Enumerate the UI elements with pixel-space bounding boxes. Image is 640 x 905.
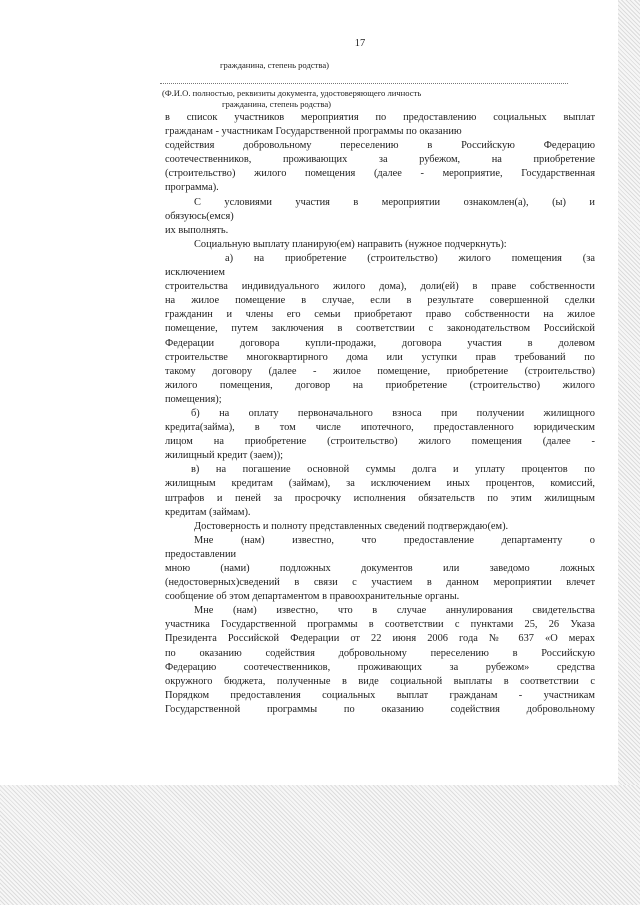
body-line: жилого помещения, договор на приобретение (строительство) жилого xyxy=(165,379,595,391)
body-line: Мне (нам) известно, что в случае аннулирования свидетельства xyxy=(194,605,595,617)
body-line: гражданам - участникам Государственной программы по оказанию xyxy=(165,126,462,138)
body-line: жилищный кредит (заем)); xyxy=(165,450,284,462)
body-line: штрафов и пеней за просрочку исполнения обязательств по этим жилищным xyxy=(165,492,595,504)
page-number: 17 xyxy=(354,38,366,49)
body-line: Социальную выплату планирую(ем) направить (нужное подчеркнуть): xyxy=(194,238,507,250)
body-line: строительстве многоквартирного дома или уступки прав требований по xyxy=(165,351,595,363)
body-line: Порядком предоставления социальных выплат гражданам - участникам xyxy=(165,689,595,701)
body-line: (строительство) жилого помещения (далее - мероприятие, Государственная xyxy=(165,168,595,180)
document-page xyxy=(22,0,618,785)
body-line: жилищным кредитам (займам), за исключением иных процентов, комиссий, xyxy=(165,478,595,490)
header-caption-relation-2: гражданина, степень родства) xyxy=(222,99,332,109)
body-line: кредита(займа), в том числе ипотечного, предоставленного юридическим xyxy=(165,422,595,434)
scan-border-right xyxy=(618,0,640,905)
body-line: соотечественников, проживающих за рубежом, на приобретение xyxy=(165,154,595,166)
body-line: содействия добровольному переселению в Российскую Федерацию xyxy=(165,140,595,152)
body-line: программа). xyxy=(165,182,219,194)
body-line: б) на оплату первоначального взноса при получении жилищного xyxy=(191,407,595,419)
body-line: обязуюсь(емся) xyxy=(165,210,234,222)
scan-border-bottom xyxy=(0,785,640,905)
body-line: по оказанию содействия добровольному переселению в Российскую xyxy=(165,647,595,659)
body-line: лицом на приобретение (строительство) жилого помещения (далее - xyxy=(165,436,595,448)
body-line: предоставлении xyxy=(165,548,237,560)
body-line: исключением xyxy=(165,267,225,279)
header-caption-relation: гражданина, степень родства) xyxy=(220,60,330,70)
body-line: такому договору (далее - жилое помещение, приобретение (строительство) xyxy=(165,365,595,377)
body-line: сообщение об этом департаментом в правоохранительные органы. xyxy=(165,591,460,603)
body-line: Федерации договора купли-продажи, договора участия в долевом xyxy=(165,337,595,349)
body-text xyxy=(165,111,595,717)
body-line: строительства индивидуального жилого дома), доли(ей) в праве собственности xyxy=(165,281,595,293)
body-line: Федерацию соотечественников, проживающих за рубежом» средства xyxy=(165,661,595,673)
fill-in-line xyxy=(160,83,568,84)
body-line: их выполнять. xyxy=(165,224,229,236)
header-caption-identity: (Ф.И.О. полностью, реквизиты документа, удостоверяющего личность xyxy=(162,88,422,98)
body-line: на жилое помещение в случае, если в результате совершенной сделки xyxy=(165,295,595,307)
body-line: кредитам (займам). xyxy=(165,506,251,518)
body-line: помещения); xyxy=(165,393,222,405)
body-line: гражданин и члены его семьи приобретают право собственности на жилое xyxy=(165,309,595,321)
body-line: в список участников мероприятия по предоставлению социальных выплат xyxy=(165,112,595,123)
body-line: Мне (нам) известно, что предоставление департаменту о xyxy=(194,534,595,546)
body-line: С условиями участия в мероприятии ознакомлен(а), (ы) и xyxy=(194,196,595,208)
body-line: Президента Российской Федерации от 22 июня 2006 года № 637 «О мерах xyxy=(165,633,595,645)
body-line: мною (нами) подложных документов или заведомо ложных xyxy=(165,563,595,574)
body-line: помещение, путем заключения в соответствии с законодательством Российской xyxy=(165,323,595,335)
body-line: Государственной программы по оказанию содействия добровольному xyxy=(165,703,595,715)
body-line: в) на погашение основной суммы долга и уплату процентов по xyxy=(191,464,595,476)
body-line: а) на приобретение (строительство) жилого помещения (за xyxy=(225,252,595,264)
body-line: окружного бюджета, полученные в виде социальной выплаты в соответствии с xyxy=(165,675,595,687)
body-line: участника Государственной программы в соответствии с пунктами 25, 26 Указа xyxy=(165,619,595,631)
body-line: (недостоверных)сведений в связи с участием в данном мероприятии влечет xyxy=(165,577,595,589)
body-line: Достоверность и полноту представленных сведений подтверждаю(ем). xyxy=(194,520,509,532)
